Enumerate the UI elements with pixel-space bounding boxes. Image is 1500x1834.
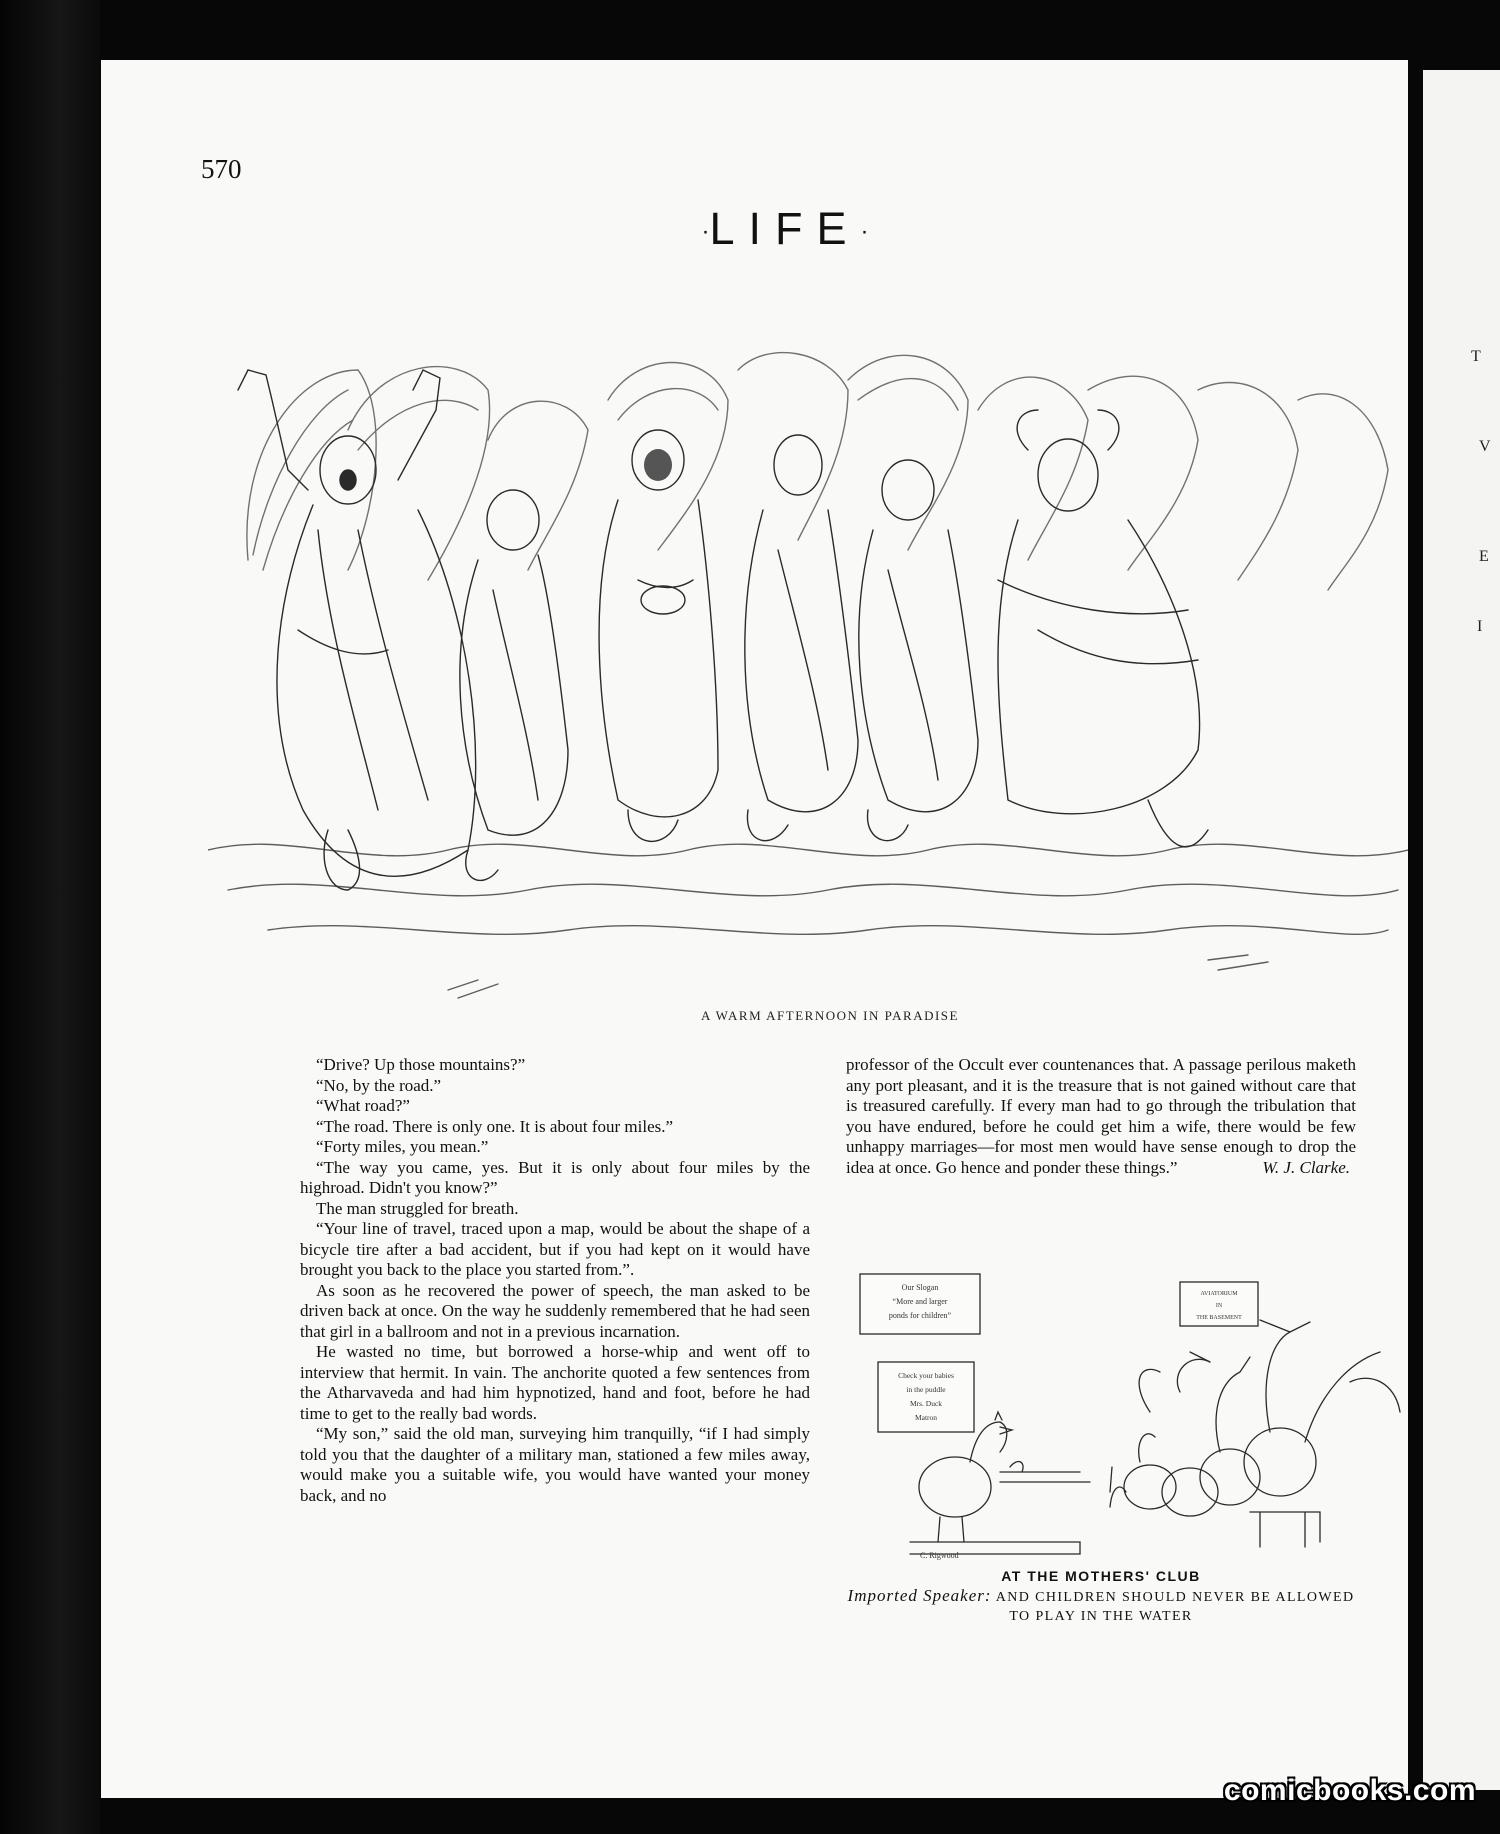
sign-1-line: Our Slogan xyxy=(901,1283,939,1292)
masthead-title: LIFE xyxy=(709,203,861,254)
paragraph: “Forty miles, you mean.” xyxy=(316,1137,489,1156)
paragraph: “What road?” xyxy=(316,1096,410,1115)
cartoon-caption-title: AT THE MOTHERS' CLUB xyxy=(1001,1568,1201,1584)
sign-3-line: IN xyxy=(1215,1303,1223,1309)
matron-sign xyxy=(878,1362,974,1432)
angel-5-dozing xyxy=(859,460,978,841)
paragraph: “The road. There is only one. It is about four miles.” xyxy=(316,1116,674,1136)
angel-2-sleeping xyxy=(460,490,568,880)
sign-2-line: in the puddle xyxy=(906,1385,946,1394)
article-right-column xyxy=(846,1055,1356,1178)
cloud-ground xyxy=(208,844,1408,998)
paragraph: The man struggled for breath. xyxy=(316,1198,519,1218)
page-number: 570 xyxy=(201,154,242,184)
paragraph: He wasted no time, but borrowed a horse-whip and went off to interview that hermit. In vain. The anchorite quoted a few sentences from the Atharvaveda and had him hypnotized, hand and foot, before he had time to get to the really bad words. xyxy=(300,1342,810,1423)
cartoon-caption xyxy=(846,1566,1356,1626)
author-signature: W. J. Clarke. xyxy=(1262,1157,1350,1177)
scanner-left-edge xyxy=(0,0,100,1834)
masthead: ·LIFE· xyxy=(701,203,869,254)
angel-3-hands-clasped xyxy=(599,430,718,841)
angel-6-reclining xyxy=(998,410,1208,847)
paragraph: “Your line of travel, traced upon a map, would be about the shape of a bicycle tire after a bad accident, but if you had kept on it would have brought you back to the place you started from.”. xyxy=(300,1219,810,1279)
paragraph-text: professor of the Occult ever countenances that. A passage perilous maketh any port pleasant, and it is the treasure that is not gained without care that is treasured carefully. If every man had to go through the tribulation that you have endured, before he could get him a wife, there would be few unhappy marriages—for most men would have sense enough to drop the idea at once. Go hence and ponder these things.” xyxy=(846,1055,1356,1177)
mothers-club-cartoon xyxy=(850,1262,1410,1562)
sign-1-line: ponds for children” xyxy=(888,1311,952,1320)
slogan-sign xyxy=(860,1274,980,1334)
sign-3-line: THE BASEMENT xyxy=(1196,1315,1242,1321)
aviatorium-sign xyxy=(1180,1282,1258,1326)
paragraph xyxy=(846,1055,1356,1178)
sign-2-line: Check your babies xyxy=(898,1371,954,1380)
paragraph: “No, by the road.” xyxy=(316,1075,442,1095)
cartoon-artist-signature: C. Rigwood xyxy=(920,1551,959,1560)
illustration-caption: A WARM AFTERNOON IN PARADISE xyxy=(701,1008,959,1023)
cartoon-caption-body xyxy=(846,1586,1356,1626)
sign-2-line: Mrs. Duck xyxy=(909,1399,943,1408)
audience-birds xyxy=(1110,1320,1400,1516)
paragraph: As soon as he recovered the power of speech, the man asked to be driven back at once. On the way he suddenly remembered that he had seen that girl in a ballroom and not in a previous incarnation. xyxy=(300,1280,810,1341)
cartoon-caption-speaker: Imported Speaker: xyxy=(847,1586,992,1605)
angels-illustration xyxy=(208,330,1408,1010)
angel-1-yawning xyxy=(238,370,476,890)
sign-2-line: Matron xyxy=(914,1413,938,1422)
paragraph: “Drive? Up those mountains?” xyxy=(316,1055,526,1074)
angel-4-leaning xyxy=(745,435,858,841)
site-watermark: comicbooks.com xyxy=(1223,1774,1476,1807)
bench xyxy=(1250,1512,1320,1547)
paragraph: “My son,” said the old man, surveying him tranquilly, “if I had simply told you that the daughter of a military man, stationed a few miles away, would make you a suitable wife, you would have wanted your money back, and no xyxy=(300,1424,810,1505)
background-wings xyxy=(247,353,1388,590)
article-left-column xyxy=(300,1055,810,1506)
sign-1-line: “More and larger xyxy=(892,1297,948,1306)
adjacent-page-edge: T V E I xyxy=(1423,70,1500,1790)
paragraph: “The way you came, yes. But it is only about four miles by the highroad. Didn't you know?” xyxy=(300,1157,810,1197)
cartoon-caption-text: AND CHILDREN SHOULD NEVER BE ALLOWED TO PLAY IN THE WATER xyxy=(995,1590,1355,1624)
sign-3-line: AVIATORIUM xyxy=(1200,1291,1238,1297)
